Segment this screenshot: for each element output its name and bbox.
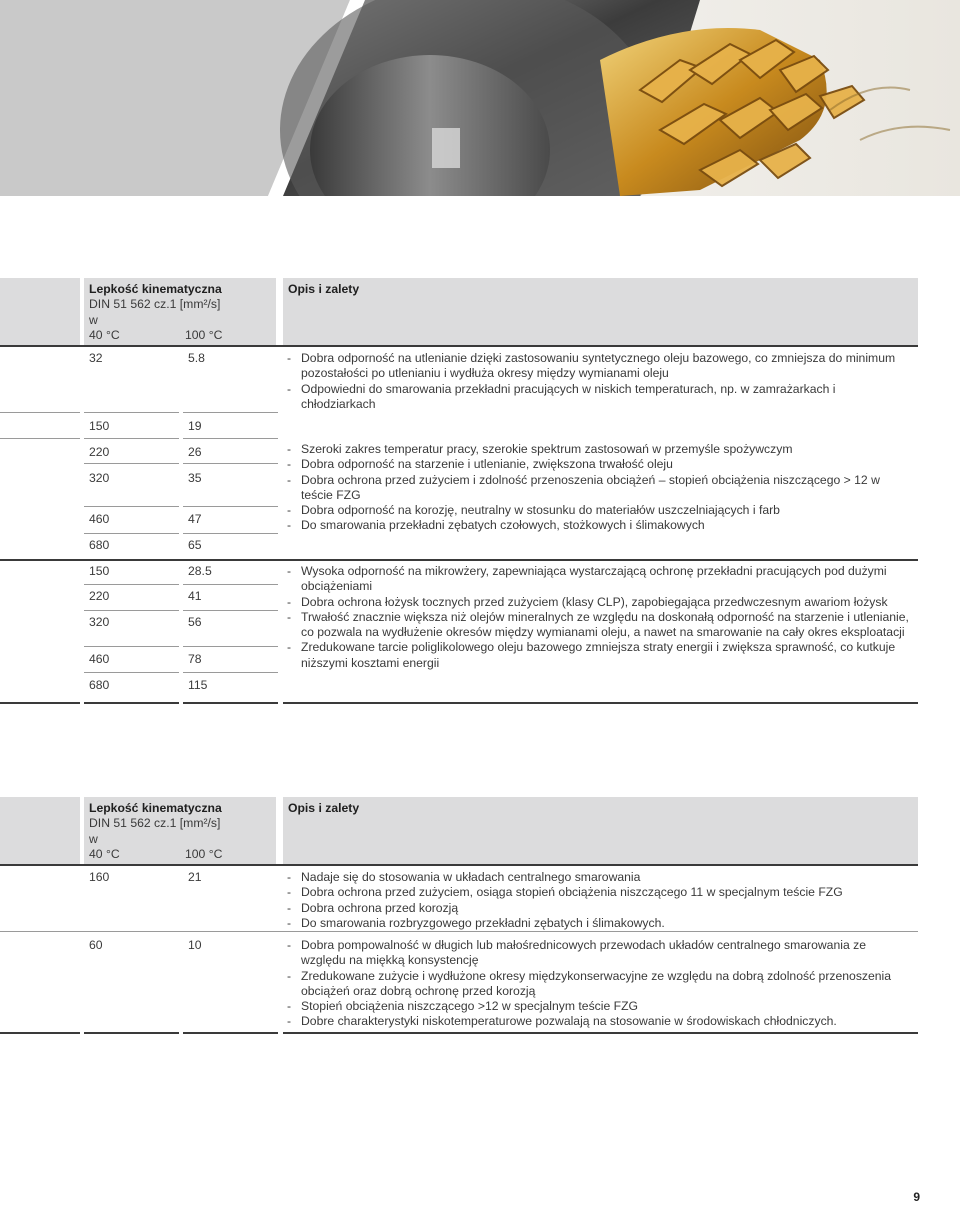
viscosity-title: Lepkość kinematyczna: [89, 282, 222, 296]
description-title: Opis i zalety: [288, 282, 360, 296]
table-bottom-rule: [0, 702, 80, 704]
temperature-row: [89, 847, 272, 862]
row-divider: [0, 412, 80, 413]
table-cell-v40: 320: [89, 615, 110, 629]
table-cell-v40: 460: [89, 652, 110, 666]
row-divider: [84, 584, 179, 585]
list-item: - Trwałość znacznie większa niż olejów mineralnych ze względu na doskonałą odporność na starzenie i utlenianie, co pozwala na wydłużenie okresów między wymianami oleju, a nawet na smarowanie na cały okres eksploatacji: [287, 610, 912, 641]
viscosity-norm: DIN 51 562 cz.1 [mm²/s]: [89, 816, 221, 831]
table-cell-v40: 460: [89, 512, 110, 526]
row-divider: [183, 412, 278, 413]
benefit-list: [287, 938, 912, 1030]
list-item: - Do smarowania przekładni zębatych czołowych, stożkowych i ślimakowych: [287, 518, 912, 533]
table-bottom-rule: [0, 1032, 80, 1034]
table-cell-v40: 220: [89, 589, 110, 603]
list-item: - Szeroki zakres temperatur pracy, szerokie spektrum zastosowań w przemyśle spożywczym: [287, 442, 912, 457]
temp-100-label: 100 °C: [185, 846, 223, 861]
table-cell-v100: 35: [188, 471, 202, 485]
list-item: - Zredukowane tarcie poliglikolowego oleju bazowego zmniejsza straty energii i zwiększa sprawność, co kutkuje niższymi kosztami energii: [287, 640, 912, 671]
row-divider: [84, 533, 179, 534]
benefit-list: [287, 442, 912, 534]
table-cell-v40: 60: [89, 938, 103, 952]
table-cell-v100: 5.8: [188, 351, 205, 365]
table-bottom-rule: [283, 1032, 918, 1034]
table-cell-v40: 320: [89, 471, 110, 485]
table-bottom-rule: [84, 702, 179, 704]
table-cell-v100: 41: [188, 589, 202, 603]
row-divider: [84, 463, 179, 464]
table-bottom-rule: [283, 702, 918, 704]
table-cell-v100: 115: [188, 678, 208, 692]
benefit-list: [287, 564, 912, 671]
table-cell-v40: 150: [89, 564, 110, 578]
table-cell-v100: 21: [188, 870, 202, 884]
row-divider: [84, 610, 179, 611]
row-divider: [183, 672, 278, 673]
table-bottom-rule: [84, 1032, 179, 1034]
table-cell-v40: 680: [89, 538, 110, 552]
row-divider: [0, 931, 918, 932]
viscosity-norm: DIN 51 562 cz.1 [mm²/s]: [89, 297, 221, 312]
list-item: - Wysoka odporność na mikrowżery, zapewniająca wystarczającą ochronę przekładni pracujących pod dużymi obciążeniami: [287, 564, 912, 595]
temperature-row: [89, 328, 272, 343]
row-divider: [183, 463, 278, 464]
row-divider: [84, 438, 179, 439]
row-divider: [183, 506, 278, 507]
description-header: [283, 797, 918, 864]
row-divider: [0, 438, 80, 439]
row-divider: [84, 412, 179, 413]
hero-gear-image: [0, 0, 960, 196]
list-item: - Stopień obciążenia niszczącego >12 w specjalnym teście FZG: [287, 999, 912, 1014]
list-item: - Nadaje się do stosowania w układach centralnego smarowania: [287, 870, 912, 885]
list-item: - Odpowiedni do smarowania przekładni pracujących w niskich temperaturach, np. w zamrażarkach i chłodziarkach: [287, 382, 912, 413]
table-cell-v100: 26: [188, 445, 202, 459]
group-rule: [0, 559, 918, 561]
temp-40-label: 40 °C: [89, 846, 120, 861]
table-cell-v100: 56: [188, 615, 202, 629]
table-cell-v100: 19: [188, 419, 202, 433]
row-divider: [183, 646, 278, 647]
table-bottom-rule: [183, 702, 278, 704]
row-divider: [183, 610, 278, 611]
list-item: - Dobra odporność na utlenianie dzięki zastosowaniu syntetycznego oleju bazowego, co zmniejsza do minimum pozostałości po utlenianiu i wydłuża okresy między wymianami oleju: [287, 351, 912, 382]
table-cell-v40: 220: [89, 445, 110, 459]
benefit-list: [287, 870, 912, 931]
table-cell-v100: 78: [188, 652, 202, 666]
list-item: - Dobra odporność na korozję, neutralny w stosunku do materiałów uszczelniających i farb: [287, 503, 912, 518]
table-cell-v100: 28.5: [188, 564, 212, 578]
table-bottom-rule: [183, 1032, 278, 1034]
list-item: - Dobra ochrona przed zużyciem i zdolność przenoszenia obciążeń – stopień obciążenia niszczącego > 12 w teście FZG: [287, 473, 912, 504]
row-divider: [84, 672, 179, 673]
description-title: Opis i zalety: [288, 801, 360, 815]
list-item: - Dobre charakterystyki niskotemperaturowe pozwalają na stosowanie w środowiskach chłodniczych.: [287, 1014, 912, 1029]
table-cell-v40: 160: [89, 870, 110, 884]
row-divider: [84, 646, 179, 647]
viscosity-w: w: [89, 831, 98, 846]
viscosity-title: Lepkość kinematyczna: [89, 801, 222, 815]
description-header: [283, 278, 918, 345]
page-number: 9: [913, 1190, 920, 1204]
benefit-list: [287, 351, 912, 412]
table-cell-v40: 680: [89, 678, 110, 692]
viscosity-header: [84, 278, 276, 345]
list-item: - Zredukowane zużycie i wydłużone okresy międzykonserwacyjne ze względu na dobrą zdolność przenoszenia obciążeń oraz dobrą ochronę przed korozją: [287, 969, 912, 1000]
temp-100-label: 100 °C: [185, 327, 223, 342]
list-item: - Dobra pompowalność w długich lub małośrednicowych przewodach układów centralnego smarowania ze względu na miękką konsystencję: [287, 938, 912, 969]
table-cell-v40: 150: [89, 419, 110, 433]
header-rule: [0, 345, 918, 347]
row-divider: [183, 438, 278, 439]
viscosity-table-1: [0, 278, 918, 708]
header-rule: [0, 864, 918, 866]
list-item: - Dobra ochrona łożysk tocznych przed zużyciem (klasy CLP), zapobiegająca przedwczesnym awariom łożysk: [287, 595, 912, 610]
list-item: - Dobra odporność na starzenie i utlenianie, zwiększona trwałość oleju: [287, 457, 912, 472]
table-cell-v100: 47: [188, 512, 202, 526]
header-blank-cell: [0, 797, 80, 864]
table-cell-v100: 10: [188, 938, 202, 952]
list-item: - Do smarowania rozbryzgowego przekładni zębatych i ślimakowych.: [287, 916, 912, 931]
viscosity-table-2: [0, 797, 918, 1037]
row-divider: [84, 506, 179, 507]
list-item: - Dobra ochrona przed zużyciem, osiąga stopień obciążenia niszczącego 11 w specjalnym teście FZG: [287, 885, 912, 900]
viscosity-w: w: [89, 312, 98, 327]
list-item: - Dobra ochrona przed korozją: [287, 901, 912, 916]
table-cell-v100: 65: [188, 538, 202, 552]
temp-40-label: 40 °C: [89, 327, 120, 342]
viscosity-header: [84, 797, 276, 864]
table-cell-v40: 32: [89, 351, 103, 365]
header-blank-cell: [0, 278, 80, 345]
row-divider: [183, 533, 278, 534]
row-divider: [183, 584, 278, 585]
